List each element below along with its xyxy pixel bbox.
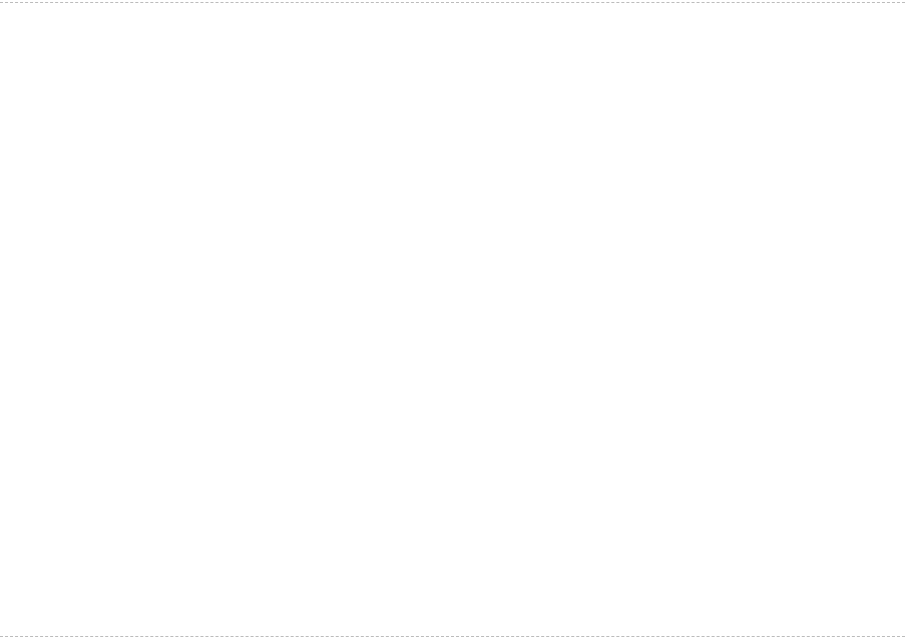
page-edge-bottom [0, 636, 905, 638]
page-edge-top [0, 2, 905, 4]
